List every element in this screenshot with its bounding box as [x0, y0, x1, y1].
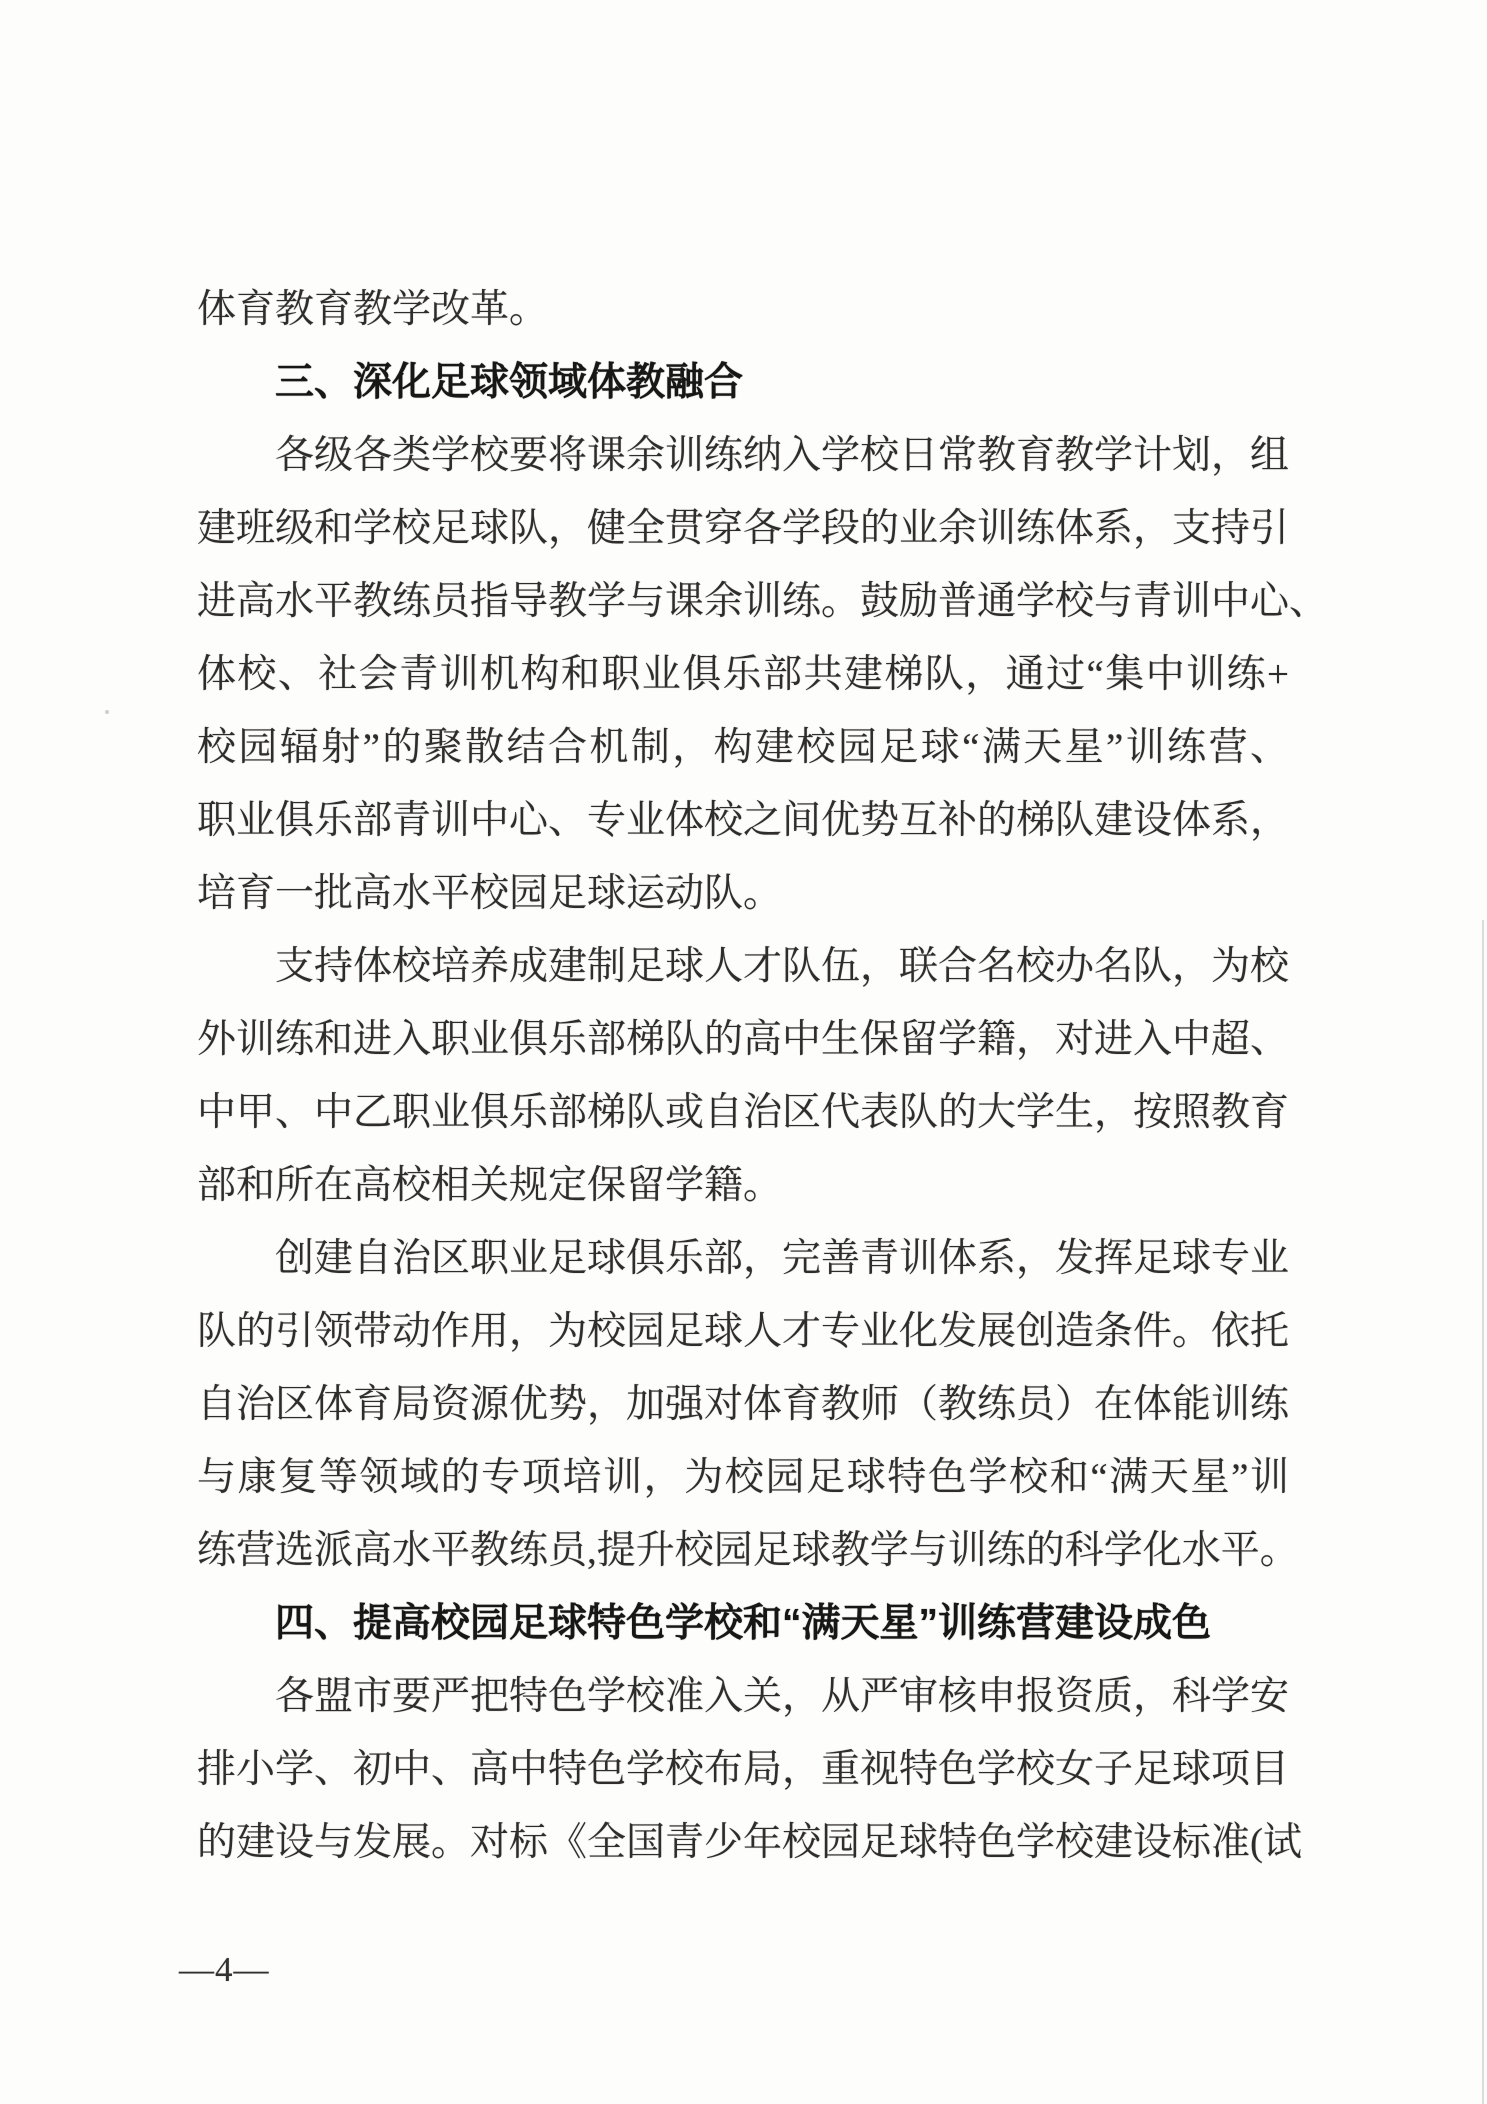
page-number: —4— — [179, 1950, 270, 1989]
text-line: 的建设与发展。对标《全国青少年校园足球特色学校建设标准(试 — [197, 1821, 1302, 1864]
paragraph-last-line: 练营选派高水平教练员,提升校园足球教学与训练的科学化水平。 — [197, 1529, 1299, 1572]
text-line: 排小学、初中、高中特色学校布局，重视特色学校女子足球项目 — [197, 1748, 1290, 1791]
scan-speck — [105, 710, 109, 714]
paragraph-continuation-line: 体育教育教学改革。 — [197, 288, 549, 331]
text-line: 各盟市要严把特色学校准入关，从严审核申报资质，科学安 — [275, 1675, 1290, 1718]
section-heading-3: 三、深化足球领域体教融合 — [275, 361, 744, 404]
text-line: 职业俱乐部青训中心、专业体校之间优势互补的梯队建设体系， — [197, 799, 1290, 842]
text-line: 中甲、中乙职业俱乐部梯队或自治区代表队的大学生，按照教育 — [197, 1091, 1290, 1134]
text-line: 自治区体育局资源优势，加强对体育教师（教练员）在体能训练 — [197, 1383, 1290, 1426]
document-text-block — [197, 273, 1329, 1879]
text-line: 外训练和进入职业俱乐部梯队的高中生保留学籍，对进入中超、 — [197, 1018, 1290, 1061]
text-line: 校园辐射”的聚散结合机制，构建校园足球“满天星”训练营、 — [197, 726, 1289, 769]
text-line: 体校、社会青训机构和职业俱乐部共建梯队，通过“集中训练+ — [197, 653, 1289, 696]
text-line: 支持体校培养成建制足球人才队伍，联合名校办名队，为校 — [275, 945, 1290, 988]
paragraph-last-line: 培育一批高水平校园足球运动队。 — [197, 872, 783, 915]
section-heading-4: 四、提高校园足球特色学校和“满天星”训练营建设成色 — [275, 1602, 1212, 1645]
text-line: 各级各类学校要将课余训练纳入学校日常教育教学计划，组 — [275, 434, 1290, 477]
text-line: 进高水平教练员指导教学与课余训练。鼓励普通学校与青训中心、 — [197, 580, 1329, 623]
text-line: 队的引领带动作用，为校园足球人才专业化发展创造条件。依托 — [197, 1310, 1290, 1353]
text-line: 与康复等领域的专项培训，为校园足球特色学校和“满天星”训 — [197, 1456, 1289, 1499]
text-line: 建班级和学校足球队，健全贯穿各学段的业余训练体系，支持引 — [197, 507, 1290, 550]
scan-edge-artifact — [1482, 920, 1484, 2104]
paragraph-last-line: 部和所在高校相关规定保留学籍。 — [197, 1164, 783, 1207]
text-line: 创建自治区职业足球俱乐部，完善青训体系，发挥足球专业 — [275, 1237, 1290, 1280]
